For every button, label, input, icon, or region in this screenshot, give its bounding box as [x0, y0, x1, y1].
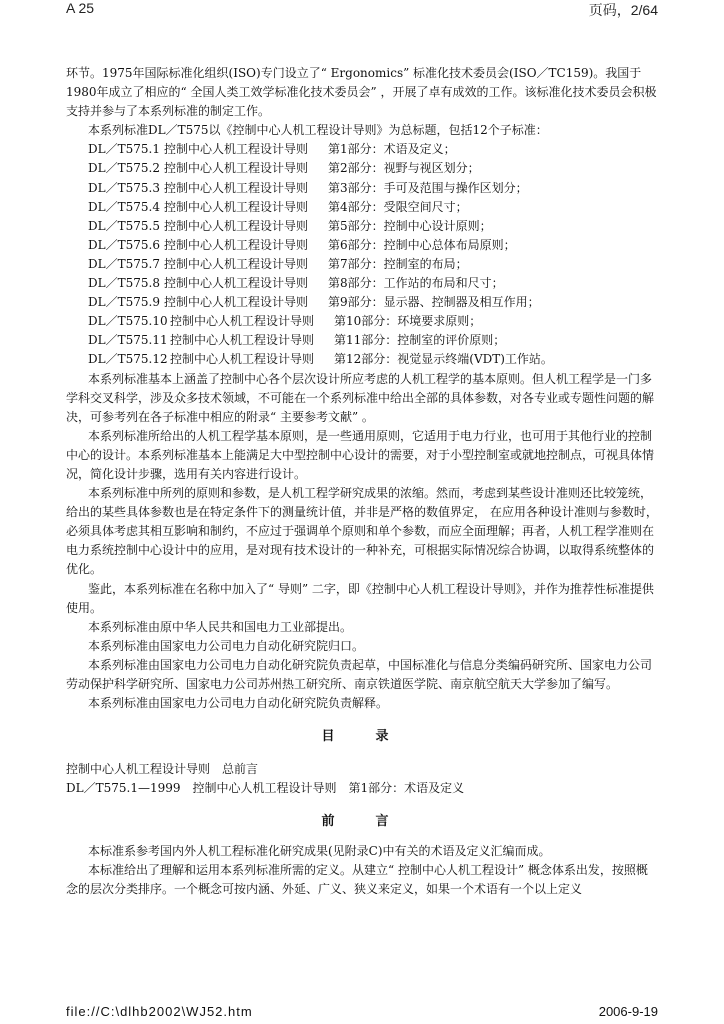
- intro-paragraph-1: 环节。1975年国际标准化组织(ISO)专门设立了“ Ergonomics” 标准化技术委员会(ISO／TC159)。我国于1980年成立了相应的“ 全国人类工效学标准化技术委员会” ，开展了卓有成效的工作。该标准化技术委员会积极支持并参与了本系列标准的制定工作。: [66, 66, 657, 119]
- substandard-part: 第11部分：控制室的评价原则；: [334, 333, 506, 348]
- substandard-item: [66, 140, 658, 159]
- substandard-part: 第6部分：控制中心总体布局原则；: [328, 237, 516, 252]
- substandard-code: DL／T575.11: [88, 333, 168, 348]
- substandard-part: 第8部分：工作站的布局和尺寸；: [328, 276, 504, 291]
- intro-paragraph-2: 本系列标准DL／T575以《控制中心人机工程设计导则》为总标题，包括12个子标准：: [88, 123, 548, 138]
- header-code: A 25: [66, 0, 95, 16]
- substandard-title: 控制中心人机工程设计导则: [164, 161, 309, 176]
- body-paragraph: 本系列标准中所列的原则和参数，是人机工程学研究成果的浓缩。然而，考虑到某些设计准则还比较笼统，给出的某些具体参数也是在特定条件下的测量统计值，并非是严格的数值界定， 在应用各种设计准则与参数时，必须具体考虑其相互影响和制约，不应过于强调单个原则和单个参数，而应全面理解；再者，人机工程学准则在电力系统控制中心设计中的应用，是对现有技术设计的一种补充，可根据实际情况综合协调，以取得系统整体的优化。: [66, 486, 658, 577]
- substandard-part: 第3部分：手可及范围与操作区划分；: [328, 180, 528, 195]
- toc-heading: 目 录: [321, 729, 403, 745]
- body-paragraph: 鉴此，本系列标准在名称中加入了“ 导则” 二字，即《控制中心人机工程设计导则》，并作为推荐性标准提供使用。: [66, 581, 654, 615]
- substandard-title: 控制中心人机工程设计导则: [164, 295, 309, 310]
- substandard-item: [66, 274, 658, 293]
- body-paragraph: 本系列标准由国家电力公司电力自动化研究院归口。: [88, 638, 365, 653]
- substandard-part: 第1部分：术语及定义；: [328, 142, 456, 157]
- substandard-part: 第10部分：环境要求原则；: [334, 314, 482, 329]
- substandard-item: [66, 255, 658, 274]
- preface-paragraph: 本标准系参考国内外人机工程标准化研究成果(见附录C)中有关的术语及定义汇编而成。: [88, 843, 551, 858]
- body-paragraph: 本系列标准由原中华人民共和国电力工业部提出。: [88, 619, 353, 634]
- spacer: [66, 713, 658, 727]
- substandard-title: 控制中心人机工程设计导则: [164, 256, 309, 271]
- page-header: [0, 0, 724, 22]
- substandard-title: 控制中心人机工程设计导则: [164, 199, 309, 214]
- substandard-part: 第7部分：控制室的布局；: [328, 256, 468, 271]
- substandard-item: [66, 217, 658, 236]
- substandard-title: 控制中心人机工程设计导则: [164, 218, 309, 233]
- substandard-item: [66, 236, 658, 255]
- preface-heading: 前 言: [321, 814, 403, 830]
- substandard-part: 第2部分：视野与视区划分；: [328, 161, 480, 176]
- substandard-part: 第12部分：视觉显示终端(VDT)工作站。: [334, 352, 553, 367]
- substandard-title: 控制中心人机工程设计导则: [170, 314, 315, 329]
- substandard-code: DL／T575.4: [88, 199, 160, 214]
- body-paragraph: 本系列标准基本上涵盖了控制中心各个层次设计所应考虑的人机工程学的基本原则。但人机工程学是一门多学科交叉科学，涉及众多技术领域，不可能在一个系列标准中给出全部的具体参数，对各专业或专题性问题的解决，可参考列在各子标准中相应的附录“ 主要参考文献” 。: [66, 371, 655, 424]
- substandard-part: 第9部分：显示器、控制器及相互作用；: [328, 295, 540, 310]
- substandard-code: DL／T575.2: [88, 161, 160, 176]
- file-path: file://C:\dlhb2002\WJ52.htm: [66, 1004, 253, 1019]
- substandard-title: 控制中心人机工程设计导则: [164, 237, 309, 252]
- substandard-item: [66, 331, 658, 350]
- substandard-code: DL／T575.9: [88, 295, 160, 310]
- substandard-code: DL／T575.12: [88, 352, 168, 367]
- body-paragraph: 本系列标准由国家电力公司电力自动化研究院负责解释。: [88, 696, 389, 711]
- substandard-code: DL／T575.5: [88, 218, 160, 233]
- substandard-item: [66, 179, 658, 198]
- page-number: 页码，2/64: [588, 2, 658, 18]
- document-body: [66, 64, 658, 899]
- substandard-item: [66, 293, 658, 312]
- toc-item[interactable]: 控制中心人机工程设计导则 总前言: [66, 762, 259, 777]
- spacer: [66, 798, 658, 812]
- toc-item[interactable]: DL／T575.1—1999 控制中心人机工程设计导则 第1部分：术语及定义: [66, 781, 465, 796]
- substandard-title: 控制中心人机工程设计导则: [164, 180, 309, 195]
- substandard-part: 第4部分：受限空间尺寸；: [328, 199, 468, 214]
- substandard-item: [66, 159, 658, 178]
- substandard-item: [66, 350, 658, 369]
- preface-paragraph: 本标准给出了理解和运用本系列标准所需的定义。从建立“ 控制中心人机工程设计” 概念体系出发，按照概念的层次分类排序。一个概念可按内涵、外延、广义、狭义来定义，如果一个术语有一个以上定义: [66, 862, 648, 896]
- substandard-part: 第5部分：控制中心设计原则；: [328, 218, 492, 233]
- substandard-title: 控制中心人机工程设计导则: [170, 333, 315, 348]
- substandard-title: 控制中心人机工程设计导则: [164, 142, 309, 157]
- substandard-code: DL／T575.6: [88, 237, 160, 252]
- spacer: [66, 746, 658, 760]
- substandard-code: DL／T575.3: [88, 180, 160, 195]
- spacer: [66, 832, 658, 842]
- substandard-code: DL／T575.8: [88, 276, 160, 291]
- substandard-code: DL／T575.7: [88, 256, 160, 271]
- body-paragraph: 本系列标准由国家电力公司电力自动化研究院负责起草，中国标准化与信息分类编码研究所、国家电力公司劳动保护科学研究所、国家电力公司苏州热工研究所、南京铁道医学院、南京航空航天大学参加了编写。: [66, 657, 653, 691]
- substandard-item: [66, 312, 658, 331]
- substandard-list: [66, 140, 658, 369]
- substandard-title: 控制中心人机工程设计导则: [164, 276, 309, 291]
- substandard-item: [66, 198, 658, 217]
- substandard-title: 控制中心人机工程设计导则: [170, 352, 315, 367]
- substandard-code: DL／T575.1: [88, 142, 160, 157]
- substandard-code: DL／T575.10: [88, 314, 168, 329]
- body-paragraph: 本系列标准所给出的人机工程学基本原则，是一些通用原则，它适用于电力行业，也可用于其他行业的控制中心的设计。本系列标准基本上能满足大中型控制中心设计的需要，对于小型控制室或就地控制点，可视具体情况，简化设计步骤，选用有关内容进行设计。: [66, 428, 655, 481]
- print-date: 2006-9-19: [598, 1004, 658, 1019]
